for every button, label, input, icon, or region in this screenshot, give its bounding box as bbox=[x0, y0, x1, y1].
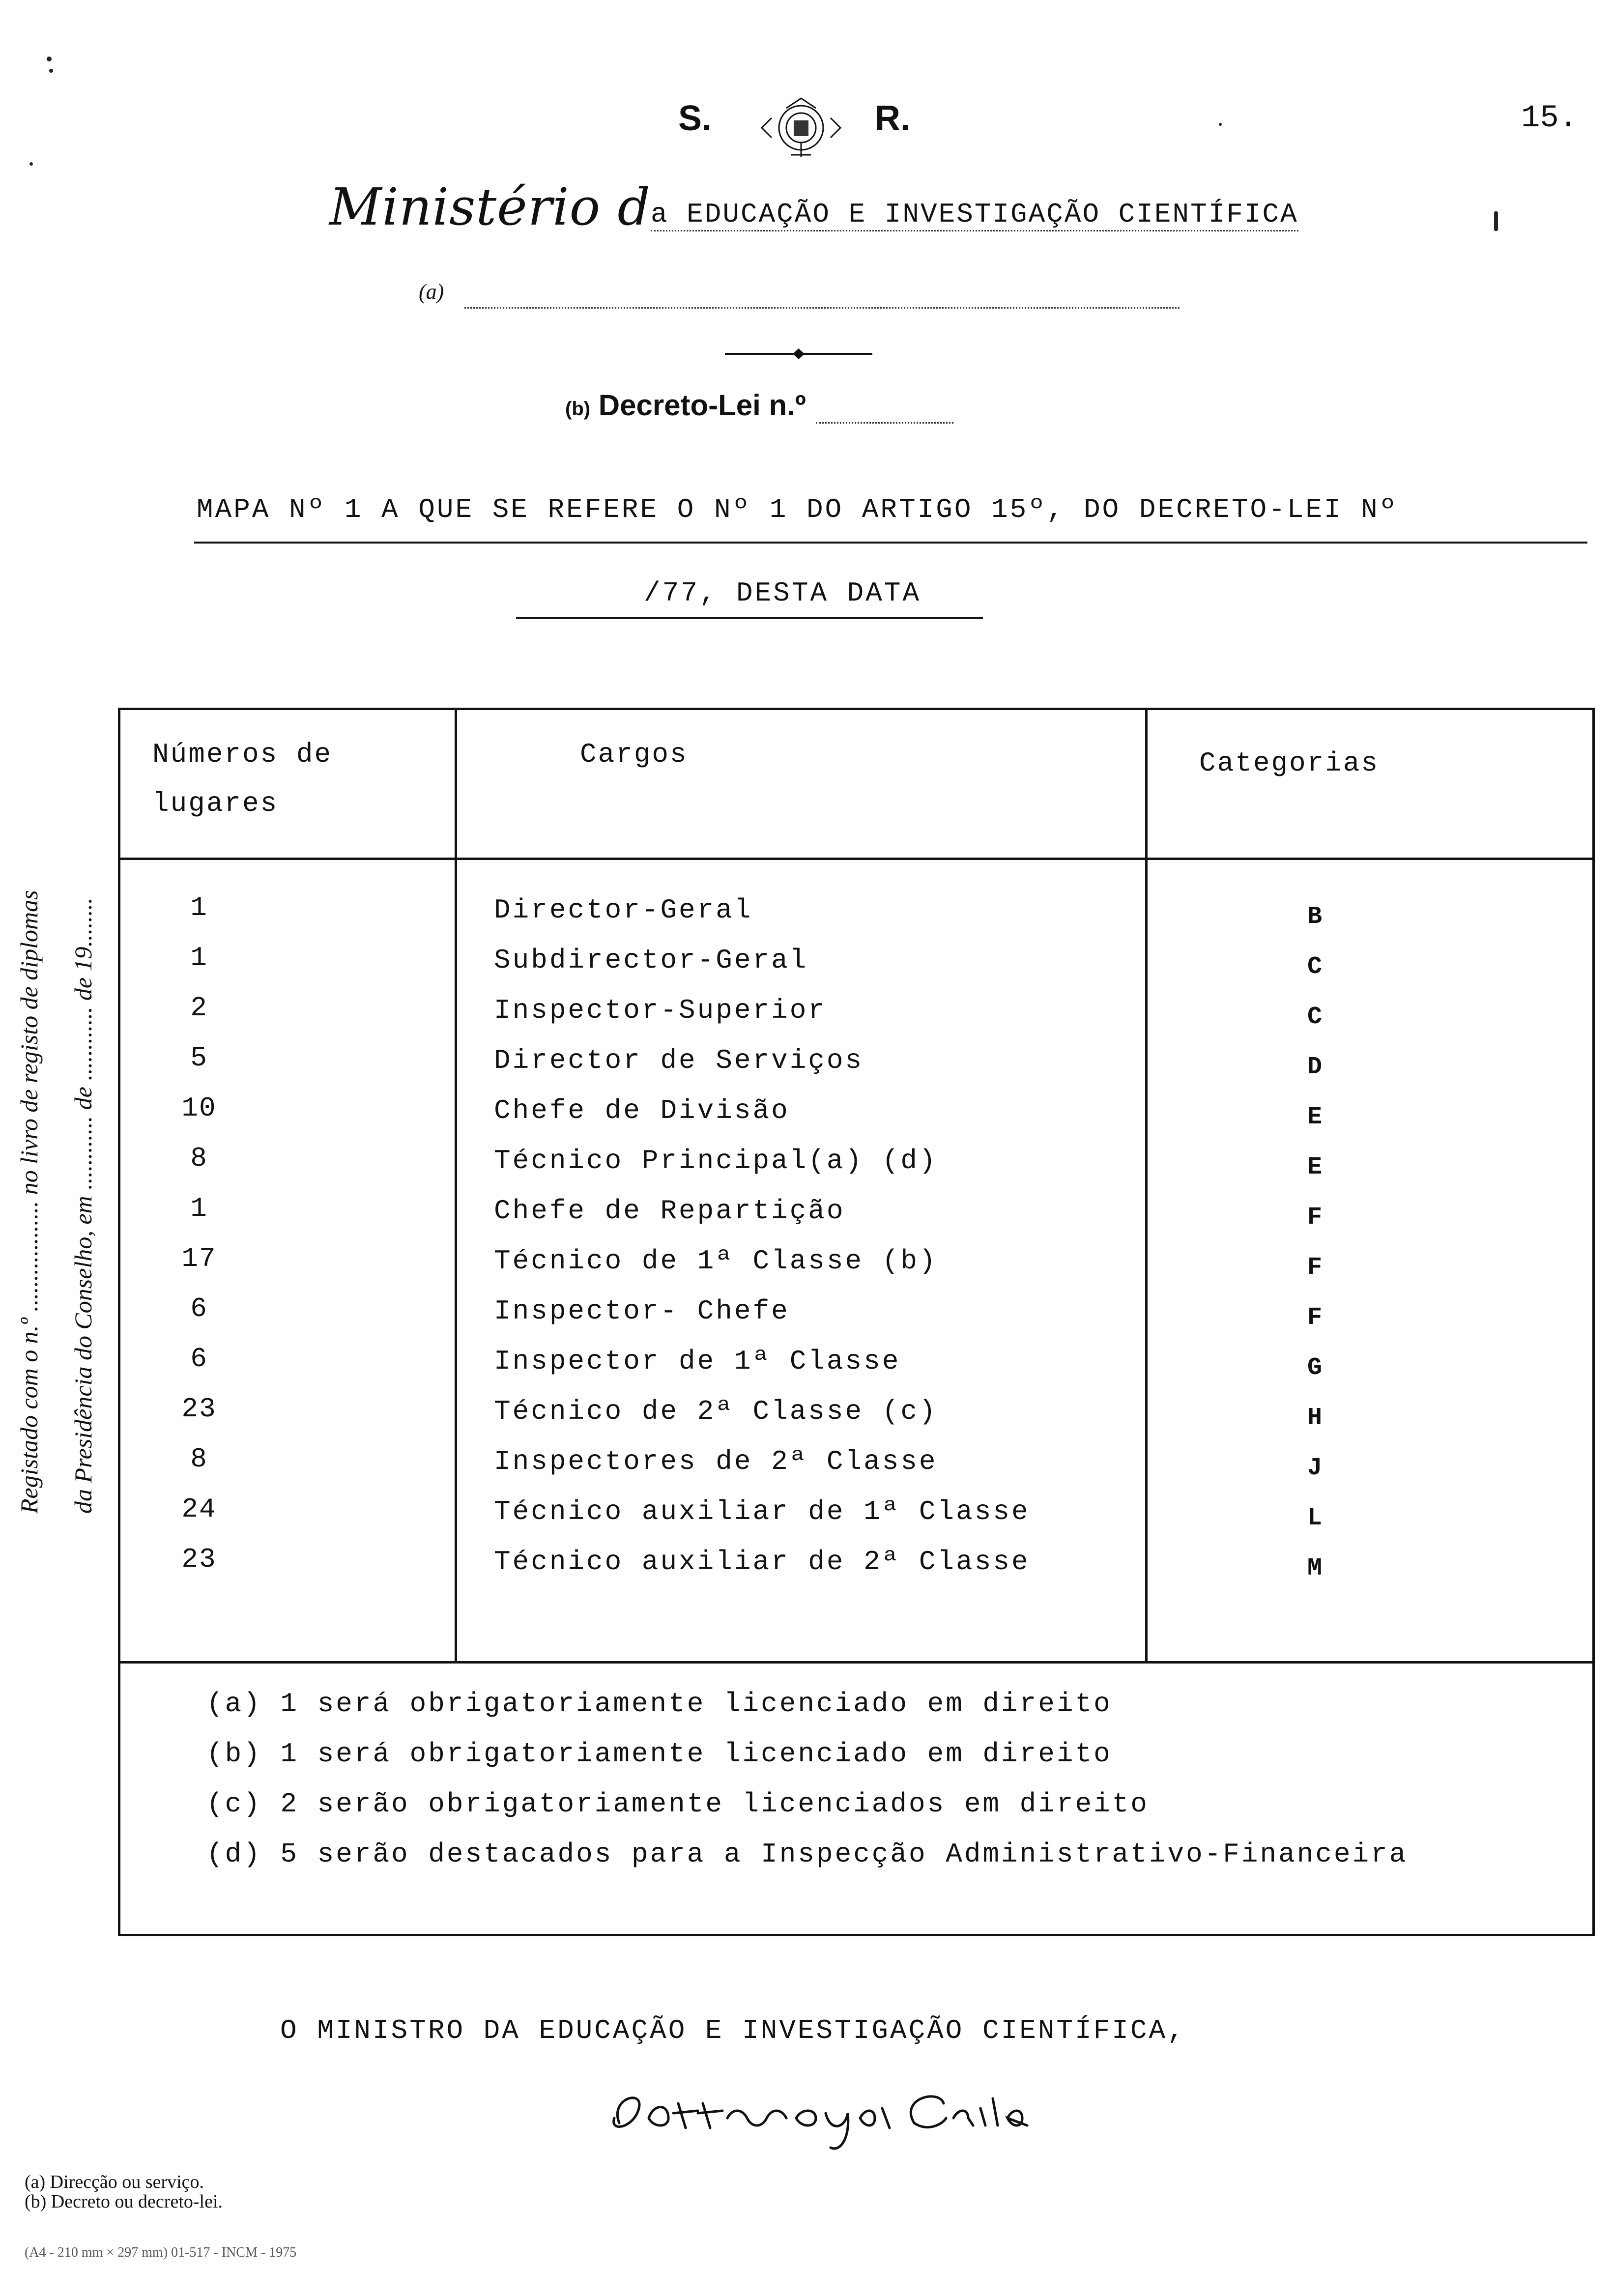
registration-note-line-1: Registado com o n.º .................. no livro de registo de diplomas bbox=[15, 890, 43, 1514]
form-code: (A4 - 210 mm × 297 mm) 01-517 - INCM - 1975 bbox=[25, 2245, 297, 2260]
header-numeros-line-1: Números de bbox=[152, 739, 333, 770]
row-lugares: 8 bbox=[190, 1443, 208, 1475]
row-lugares: 23 bbox=[181, 1393, 217, 1425]
row-lugares: 1 bbox=[190, 892, 208, 923]
row-cargo: Técnico de 2ª Classe (c) bbox=[494, 1396, 938, 1427]
row-categoria: E bbox=[1307, 1153, 1322, 1181]
header-numeros-line-2: lugares bbox=[152, 788, 279, 819]
registration-note-rotated bbox=[15, 590, 133, 1514]
table-note: (c) 2 serão obrigatoriamente licenciados em direito bbox=[206, 1788, 1149, 1820]
scan-mark bbox=[1494, 211, 1498, 231]
row-cargo: Director-Geral bbox=[494, 894, 753, 926]
row-lugares: 1 bbox=[190, 1193, 208, 1224]
signature-icon bbox=[600, 2069, 1042, 2157]
scan-speck bbox=[47, 57, 52, 61]
header-divider bbox=[120, 858, 1592, 860]
row-categoria: L bbox=[1307, 1504, 1322, 1532]
table-note: (a) 1 será obrigatoriamente licenciado em direito bbox=[206, 1688, 1112, 1720]
ministry-name: a EDUCAÇÃO E INVESTIGAÇÃO CIENTÍFICA bbox=[651, 199, 1298, 231]
decree-number-blank bbox=[816, 388, 953, 424]
emblem-letter-r: R. bbox=[875, 99, 910, 138]
row-categoria: J bbox=[1307, 1454, 1322, 1482]
field-a-blank-line bbox=[464, 307, 1180, 309]
row-categoria: B bbox=[1307, 903, 1322, 931]
page-number: 15. bbox=[1521, 101, 1578, 136]
decree-label-b: (b) bbox=[565, 398, 591, 420]
footnote-b: (b) Decreto ou decreto-lei. bbox=[25, 2191, 223, 2212]
row-lugares: 1 bbox=[190, 942, 208, 974]
row-cargo: Inspector de 1ª Classe bbox=[494, 1346, 901, 1377]
row-cargo: Inspector- Chefe bbox=[494, 1295, 790, 1327]
column-divider-1 bbox=[455, 710, 457, 1661]
footnote-a: (a) Direcção ou serviço. bbox=[25, 2172, 204, 2192]
map-title-line-1: MAPA Nº 1 A QUE SE REFERE O Nº 1 DO ARTIGO 15º, DO DECRETO-LEI Nº bbox=[197, 494, 1398, 525]
decree-label: Decreto-Lei n.º bbox=[598, 389, 806, 422]
row-cargo: Chefe de Repartição bbox=[494, 1195, 845, 1227]
map-title-underline-1 bbox=[194, 542, 1587, 544]
coat-of-arms-icon bbox=[752, 88, 850, 162]
row-categoria: D bbox=[1307, 1053, 1322, 1081]
ministry-heading bbox=[329, 177, 1298, 246]
table-note: (d) 5 serão destacados para a Inspecção Administrativo-Financeira bbox=[206, 1838, 1408, 1870]
header-categorias: Categorias bbox=[1199, 747, 1380, 779]
scan-speck bbox=[29, 162, 33, 166]
table-note: (b) 1 será obrigatoriamente licenciado em direito bbox=[206, 1738, 1112, 1770]
row-cargo: Inspector-Superior bbox=[494, 995, 827, 1026]
row-cargo: Director de Serviços bbox=[494, 1045, 864, 1076]
row-lugares: 2 bbox=[190, 992, 208, 1024]
row-categoria: F bbox=[1307, 1204, 1322, 1232]
header-cargos: Cargos bbox=[580, 739, 688, 770]
minister-title: O MINISTRO DA EDUCAÇÃO E INVESTIGAÇÃO CIENTÍFICA, bbox=[280, 2015, 1186, 2046]
field-a-label: (a) bbox=[419, 280, 444, 304]
row-categoria: C bbox=[1307, 953, 1322, 981]
row-lugares: 24 bbox=[181, 1493, 217, 1525]
decree-line bbox=[565, 388, 953, 424]
row-lugares: 10 bbox=[181, 1092, 217, 1124]
row-cargo: Técnico de 1ª Classe (b) bbox=[494, 1245, 938, 1277]
row-categoria: E bbox=[1307, 1103, 1322, 1131]
positions-table bbox=[118, 708, 1595, 1936]
row-cargo: Técnico auxiliar de 1ª Classe bbox=[494, 1496, 1030, 1527]
row-categoria: M bbox=[1307, 1554, 1322, 1582]
state-emblem-header bbox=[678, 88, 934, 167]
emblem-letter-s: S. bbox=[678, 99, 712, 138]
row-lugares: 6 bbox=[190, 1343, 208, 1375]
row-cargo: Subdirector-Geral bbox=[494, 945, 808, 976]
divider-ornament bbox=[725, 346, 872, 361]
row-cargo: Inspectores de 2ª Classe bbox=[494, 1446, 938, 1477]
notes-divider bbox=[120, 1661, 1592, 1664]
row-lugares: 23 bbox=[181, 1544, 217, 1575]
row-lugares: 6 bbox=[190, 1293, 208, 1324]
row-categoria: H bbox=[1307, 1404, 1322, 1432]
row-categoria: G bbox=[1307, 1354, 1322, 1382]
map-title-line-2: /77, DESTA DATA bbox=[644, 577, 921, 609]
row-lugares: 8 bbox=[190, 1143, 208, 1174]
ministry-prefix: Ministério d bbox=[329, 177, 651, 237]
row-cargo: Técnico Principal(a) (d) bbox=[494, 1145, 938, 1177]
row-cargo: Chefe de Divisão bbox=[494, 1095, 790, 1126]
header-numeros bbox=[152, 730, 332, 828]
row-lugares: 5 bbox=[190, 1042, 208, 1074]
row-cargo: Técnico auxiliar de 2ª Classe bbox=[494, 1546, 1030, 1578]
row-categoria: C bbox=[1307, 1003, 1322, 1031]
column-divider-2 bbox=[1145, 710, 1148, 1661]
row-categoria: F bbox=[1307, 1304, 1322, 1332]
scan-speck bbox=[1219, 123, 1222, 126]
row-lugares: 17 bbox=[181, 1243, 217, 1274]
map-title-underline-2 bbox=[516, 617, 983, 619]
row-categoria: F bbox=[1307, 1254, 1322, 1282]
scan-speck bbox=[49, 69, 53, 73]
registration-note-line-2: da Presidência do Conselho, em ............ de ............ de 19........ bbox=[69, 897, 97, 1514]
